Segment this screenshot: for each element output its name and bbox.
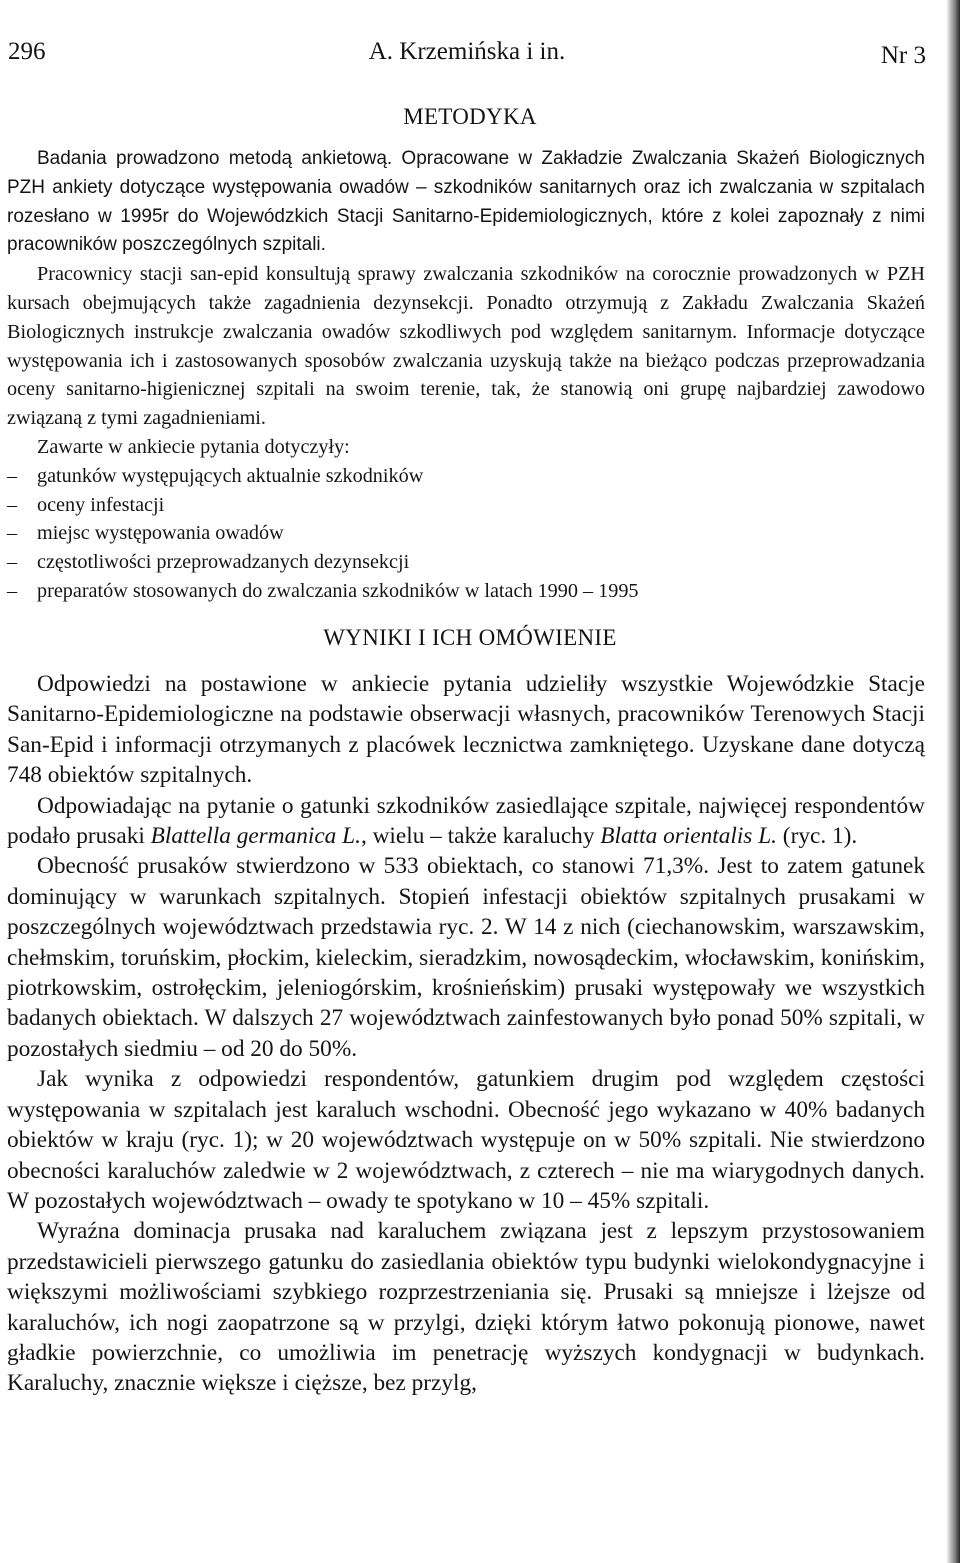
questionnaire-topic-list [7,462,925,606]
metodyka-section [7,145,925,606]
list-intro: Zawarte w ankiecie pytania dotyczyły: [37,435,350,458]
list-dash: – [7,493,18,516]
list-item [7,548,925,577]
page-number: 296 [8,38,46,65]
page-edge-shadow [946,0,960,1563]
list-item [7,491,925,520]
list-item-text: oceny infestacji [37,493,165,516]
issue-number: Nr 3 [880,42,926,69]
list-item-text: preparatów stosowanych do zwalczania szkodników w latach 1990 – 1995 [37,579,639,602]
wyniki-paragraph-5: Wyraźna dominacja prusaka nad karaluchem związana jest z lepszym przystosowaniem przedstawicieli pierwszego gatunku do zasiedlania obiektów typu budynki wielokondygnacyjne i większymi możliwościami szybkiego rozprzestrzeniania się. Prusaki są mniejsze i lżejsze od karaluchów, ich nogi zaopatrzone są w przylgi, dzięki którym łatwo pokonują pionowe, nawet gładkie powierzchnie, co umożliwia im penetrację wyższych kondygnacji w budynkach. Karaluchy, znacznie większe i cięższe, bez przylg, [7,1218,925,1397]
wyniki-paragraph-2 [7,791,925,852]
list-item-text: gatunków występujących aktualnie szkodników [37,464,424,487]
wyniki-paragraph-3: Obecność prusaków stwierdzono w 533 obiektach, co stanowi 71,3%. Jest to zatem gatunek dominujący w warunkach szpitalnych. Stopień infestacji obiektów szpitalnych prusakami w poszczególnych województwach przedstawia ryc. 2. W 14 z nich (ciechanowskim, warszawskim, chełmskim, toruńskim, płockim, kieleckim, sieradzkim, nowosądeckim, włocławskim, konińskim, piotrkowskim, ostrołęckim, jeleniogórskim, krośnieńskim) prusaki występowały we wszystkich badanych obiektach. W dalszych 27 województwach zainfestowanych było ponad 50% szpitali, w pozostałych siedmiu – od 20 do 50%. [7,853,925,1062]
list-item-text: miejsc występowania owadów [37,522,284,545]
metodyka-paragraph-2: Pracownicy stacji san-epid konsultują sprawy zwalczania szkodników na corocznie prowadzonych w PZH kursach obejmujących także zagadnienia dezynsekcji. Ponadto otrzymują z Zakładu Zwalczania Skażeń Biologicznych instrukcje zwalczania owadów szkodliwych pod względem sanitarnym. Informacje dotyczące występowania ich i zastosowanych sposobów zwalczania uzyskują także na bieżąco podczas przeprowadzania oceny sanitarno-higienicznej szpitali na swoim terenie, tak, że stanowią oni grupę najbardziej zawodowo związaną z tymi zagadnieniami. [7,263,925,430]
running-header [8,34,926,70]
list-dash: – [7,579,18,602]
list-item [7,462,925,491]
species-name-blattella: Blattella germanica L. [150,823,361,850]
list-item-text: częstotliwości przeprowadzanych dezynsekcji [37,551,410,574]
section-heading-wyniki: WYNIKI I ICH OMÓWIENIE [323,625,617,650]
paragraph-text: Odpowiadając na pytanie o gatunki szkodników zasiedlające szpitale, najwięcej respondentów podało prusaki [7,792,925,850]
paragraph-text: (ryc. 1). [776,823,858,850]
running-author: A. Krzemińska i in. [368,38,566,65]
paragraph-text: , wielu – także karaluchy [360,823,601,850]
wyniki-section [7,669,925,1399]
list-item [7,577,925,606]
metodyka-paragraph-1: Badania prowadzono metodą ankietową. Opracowane w Zakładzie Zwalczania Skażeń Biologicznych PZH ankiety dotyczące występowania owadów – szkodników sanitarnych oraz ich zwalczania w szpitalach rozesłano w 1995r do Wojewódzkich Stacji Sanitarno-Epidemiologicznych, które z kolei zapoznały z nimi pracowników poszczególnych szpitali. [7,148,925,256]
wyniki-paragraph-1: Odpowiedzi na postawione w ankiecie pytania udzieliły wszystkie Wojewódzkie Stacje Sanitarno-Epidemiologiczne na podstawie obserwacji własnych, pracowników Terenowych Stacji San-Epid i informacji otrzymanych z placówek lecznictwa zamkniętego. Uzyskane dane dotyczą 748 obiektów szpitalnych. [7,671,925,789]
list-dash: – [7,464,18,487]
wyniki-paragraph-4: Jak wynika z odpowiedzi respondentów, gatunkiem drugim pod względem częstości występowania w szpitalach jest karaluch wschodni. Obecność jego wykazano w 40% badanych obiektów w kraju (ryc. 1); w 20 województwach występuje on w 50% szpitali. Nie stwierdzono obecności karaluchów zaledwie w 2 województwach, z czterech – nie ma wiarygodnych danych. W pozostałych województwach – owady te spotykano w 10 – 45% szpitali. [7,1066,925,1214]
list-dash: – [7,522,18,545]
list-item [7,519,925,548]
species-name-blatta: Blatta orientalis L. [600,823,777,850]
section-heading-metodyka: METODYKA [403,104,537,129]
list-dash: – [7,551,18,574]
